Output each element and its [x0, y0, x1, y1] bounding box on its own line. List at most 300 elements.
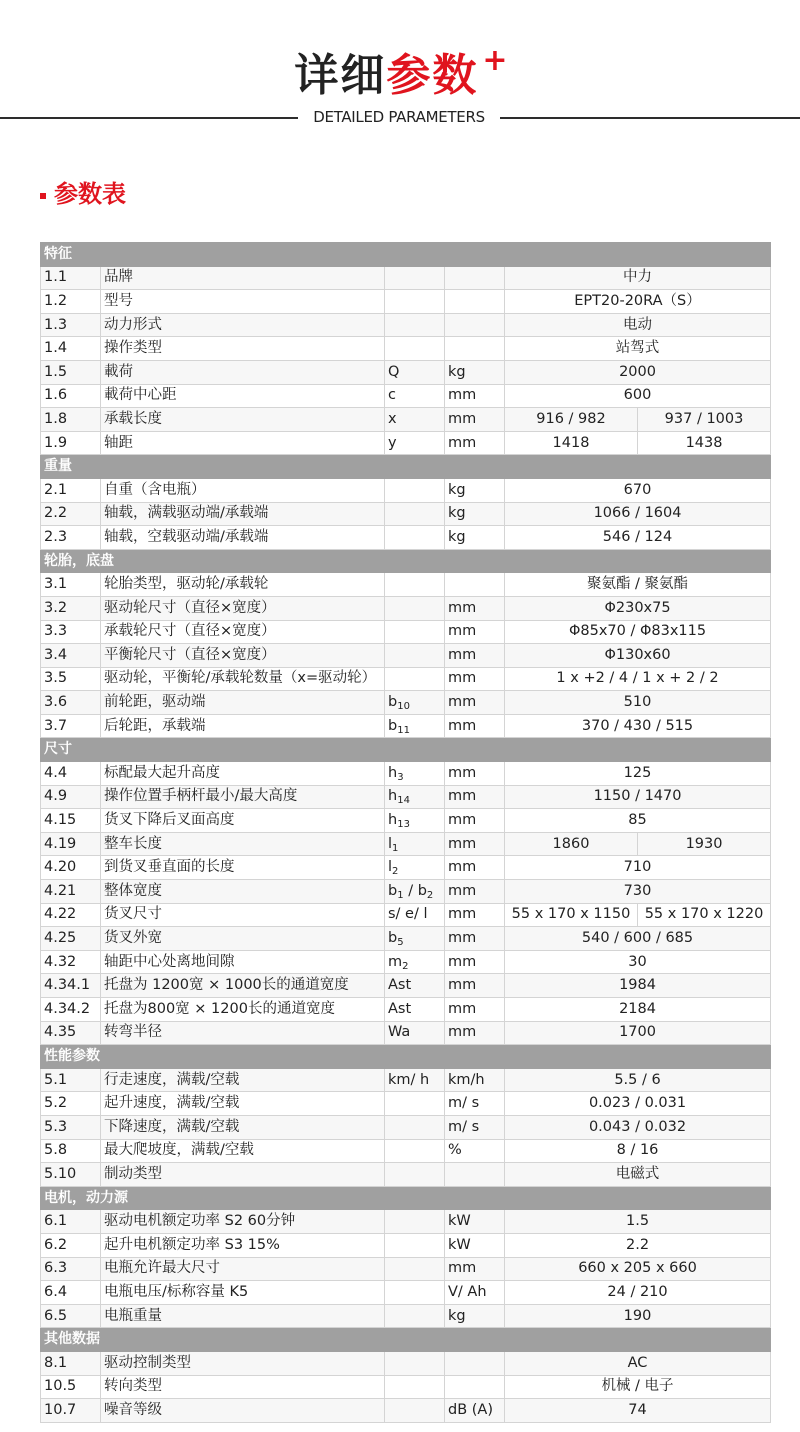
symbol-text: h [388, 788, 398, 805]
symbol-subscript: 2 [402, 960, 409, 972]
row-symbol [385, 1399, 445, 1423]
row-number: 1.9 [41, 431, 101, 455]
row-unit [445, 1163, 505, 1187]
row-number: 1.4 [41, 337, 101, 361]
table-row [41, 1304, 771, 1328]
row-number: 4.21 [41, 880, 101, 904]
row-value: 24 / 210 [505, 1281, 771, 1305]
row-symbol [385, 903, 445, 927]
page-title [0, 43, 800, 109]
row-symbol [385, 1351, 445, 1375]
row-value: 2184 [505, 998, 771, 1022]
row-name: 平衡轮尺寸（直径×宽度） [101, 644, 385, 668]
row-number: 4.25 [41, 927, 101, 951]
table-row [41, 620, 771, 644]
table-row [41, 927, 771, 951]
table-row [41, 785, 771, 809]
row-symbol [385, 785, 445, 809]
row-number: 3.2 [41, 596, 101, 620]
row-unit: mm [445, 644, 505, 668]
row-value: 190 [505, 1304, 771, 1328]
group-label: 轮胎，底盘 [41, 549, 771, 573]
row-unit: mm [445, 408, 505, 432]
table-row [41, 478, 771, 502]
row-number: 5.1 [41, 1068, 101, 1092]
row-unit: mm [445, 950, 505, 974]
table-row [41, 644, 771, 668]
table-row [41, 266, 771, 290]
row-name: 起升电机额定功率 S3 15% [101, 1233, 385, 1257]
row-value: 1.5 [505, 1210, 771, 1234]
row-value: AC [505, 1351, 771, 1375]
row-value: 730 [505, 880, 771, 904]
row-value-2: 937 / 1003 [638, 408, 771, 432]
row-name: 货叉下降后叉面高度 [101, 809, 385, 833]
row-value-1: 55 x 170 x 1150 [505, 903, 638, 927]
group-header-row [41, 1045, 771, 1069]
symbol-subscript: 1 [397, 889, 404, 901]
symbol-text: Q [388, 363, 400, 380]
symbol-text: l [388, 835, 393, 852]
row-symbol [385, 1068, 445, 1092]
row-value: 1 x +2 / 4 / 1 x + 2 / 2 [505, 667, 771, 691]
row-symbol [385, 431, 445, 455]
row-unit: mm [445, 691, 505, 715]
symbol-text: s/ e/ l [388, 906, 428, 923]
row-symbol [385, 1210, 445, 1234]
row-value: 聚氨酯 / 聚氨酯 [505, 573, 771, 597]
row-value: 600 [505, 384, 771, 408]
group-header-row [41, 1328, 771, 1352]
row-name: 承载长度 [101, 408, 385, 432]
row-name: 货叉外宽 [101, 927, 385, 951]
row-name: 整体宽度 [101, 880, 385, 904]
row-unit: kg [445, 526, 505, 550]
table-row [41, 1092, 771, 1116]
row-number: 6.2 [41, 1233, 101, 1257]
table-row [41, 1399, 771, 1423]
row-number: 3.5 [41, 667, 101, 691]
symbol-text: h [388, 812, 398, 829]
row-unit: mm [445, 880, 505, 904]
row-number: 8.1 [41, 1351, 101, 1375]
row-symbol [385, 337, 445, 361]
row-unit: mm [445, 785, 505, 809]
row-value: 电磁式 [505, 1163, 771, 1187]
row-value-2: 55 x 170 x 1220 [638, 903, 771, 927]
group-header-row [41, 455, 771, 479]
row-symbol [385, 313, 445, 337]
row-unit: mm [445, 832, 505, 856]
symbol-text: km/ h [388, 1071, 430, 1088]
row-value-2: 1930 [638, 832, 771, 856]
symbol-text: b [388, 882, 398, 899]
table-row [41, 1021, 771, 1045]
row-value: Φ85x70 / Φ83x115 [505, 620, 771, 644]
table-row [41, 337, 771, 361]
symbol-text: y [388, 434, 397, 451]
symbol-subscript: 11 [397, 724, 410, 736]
row-symbol [385, 880, 445, 904]
group-label: 电机，动力源 [41, 1186, 771, 1210]
row-number: 4.34.1 [41, 974, 101, 998]
row-unit: mm [445, 856, 505, 880]
row-number: 6.1 [41, 1210, 101, 1234]
row-value: 2000 [505, 360, 771, 384]
table-row [41, 573, 771, 597]
row-unit: V/ Ah [445, 1281, 505, 1305]
row-unit: mm [445, 927, 505, 951]
row-name: 最大爬坡度，满载/空载 [101, 1139, 385, 1163]
row-unit: kg [445, 502, 505, 526]
row-number: 5.10 [41, 1163, 101, 1187]
table-row [41, 667, 771, 691]
table-row [41, 360, 771, 384]
table-row [41, 526, 771, 550]
symbol-text: m [388, 953, 403, 970]
row-symbol [385, 620, 445, 644]
divider-left [0, 117, 298, 119]
section-title: 参数表 [54, 180, 126, 208]
table-row [41, 596, 771, 620]
group-header-row [41, 549, 771, 573]
group-label: 性能参数 [41, 1045, 771, 1069]
row-name: 托盘为 1200宽 × 1000长的通道宽度 [101, 974, 385, 998]
row-unit [445, 1351, 505, 1375]
row-symbol [385, 1092, 445, 1116]
row-unit [445, 290, 505, 314]
row-name: 型号 [101, 290, 385, 314]
table-row [41, 1233, 771, 1257]
row-value: 1984 [505, 974, 771, 998]
parameters-table [40, 242, 771, 1423]
row-value: 85 [505, 809, 771, 833]
symbol-subscript: 1 [392, 842, 399, 854]
row-symbol [385, 927, 445, 951]
table-row [41, 1163, 771, 1187]
row-value: 机械 / 电子 [505, 1375, 771, 1399]
group-label: 其他数据 [41, 1328, 771, 1352]
row-symbol [385, 950, 445, 974]
section-heading [40, 176, 126, 212]
symbol-subscript: 3 [397, 771, 404, 783]
row-number: 4.15 [41, 809, 101, 833]
row-symbol [385, 974, 445, 998]
row-value: Φ230x75 [505, 596, 771, 620]
row-symbol [385, 502, 445, 526]
row-number: 6.3 [41, 1257, 101, 1281]
table-row [41, 856, 771, 880]
table-row [41, 691, 771, 715]
row-number: 1.8 [41, 408, 101, 432]
row-number: 1.5 [41, 360, 101, 384]
row-value: Φ130x60 [505, 644, 771, 668]
row-unit [445, 266, 505, 290]
row-value: 8 / 16 [505, 1139, 771, 1163]
symbol-text: Ast [388, 1000, 412, 1017]
row-symbol [385, 1375, 445, 1399]
parameters-table-body [41, 243, 771, 1423]
row-value: EPT20-20RA（S） [505, 290, 771, 314]
row-name: 到货叉垂直面的长度 [101, 856, 385, 880]
row-unit: mm [445, 667, 505, 691]
row-number: 4.20 [41, 856, 101, 880]
title-red-part: 参数 [386, 50, 479, 101]
row-name: 托盘为800宽 × 1200长的通道宽度 [101, 998, 385, 1022]
row-name: 转向类型 [101, 1375, 385, 1399]
row-unit: mm [445, 714, 505, 738]
row-name: 后轮距，承载端 [101, 714, 385, 738]
row-unit: kg [445, 1304, 505, 1328]
table-row [41, 1351, 771, 1375]
row-name: 驱动轮，平衡轮/承载轮数量（x=驱动轮） [101, 667, 385, 691]
row-number: 6.5 [41, 1304, 101, 1328]
group-label: 尺寸 [41, 738, 771, 762]
row-unit: kW [445, 1233, 505, 1257]
row-value-1: 1860 [505, 832, 638, 856]
row-number: 4.35 [41, 1021, 101, 1045]
row-value: 540 / 600 / 685 [505, 927, 771, 951]
row-name: 轴载，满载驱动端/承载端 [101, 502, 385, 526]
row-number: 10.5 [41, 1375, 101, 1399]
row-symbol [385, 290, 445, 314]
row-name: 行走速度，满载/空载 [101, 1068, 385, 1092]
symbol-subscript: 10 [397, 701, 410, 713]
row-number: 1.2 [41, 290, 101, 314]
row-number: 4.9 [41, 785, 101, 809]
row-value: 710 [505, 856, 771, 880]
row-unit: % [445, 1139, 505, 1163]
row-unit: mm [445, 998, 505, 1022]
row-unit [445, 337, 505, 361]
symbol-text-2: / b [403, 882, 427, 899]
symbol-text: c [388, 387, 396, 404]
row-name: 电瓶电压/标称容量 K5 [101, 1281, 385, 1305]
row-symbol [385, 1139, 445, 1163]
symbol-text: b [388, 930, 398, 947]
row-name: 轴载，空载驱动端/承载端 [101, 526, 385, 550]
row-name: 驱动控制类型 [101, 1351, 385, 1375]
table-row [41, 290, 771, 314]
row-unit: mm [445, 1257, 505, 1281]
row-number: 5.3 [41, 1115, 101, 1139]
table-row [41, 384, 771, 408]
row-number: 1.6 [41, 384, 101, 408]
row-number: 3.7 [41, 714, 101, 738]
table-row [41, 974, 771, 998]
row-name: 操作位置手柄杆最小/最大高度 [101, 785, 385, 809]
page-subtitle: DETAILED PARAMETERS [313, 108, 485, 126]
row-symbol [385, 266, 445, 290]
table-row [41, 1375, 771, 1399]
symbol-subscript-2: 2 [426, 889, 434, 901]
row-number: 4.4 [41, 762, 101, 786]
row-value: 125 [505, 762, 771, 786]
square-bullet-icon [40, 193, 46, 199]
row-unit: mm [445, 596, 505, 620]
row-value: 0.023 / 0.031 [505, 1092, 771, 1116]
row-value-1: 1418 [505, 431, 638, 455]
table-row [41, 1281, 771, 1305]
table-row [41, 502, 771, 526]
row-symbol [385, 644, 445, 668]
row-symbol [385, 1257, 445, 1281]
row-unit: dB (A) [445, 1399, 505, 1423]
row-symbol [385, 1233, 445, 1257]
row-symbol [385, 408, 445, 432]
row-symbol [385, 1163, 445, 1187]
row-name: 动力形式 [101, 313, 385, 337]
row-value: 电动 [505, 313, 771, 337]
plus-icon: + [482, 43, 510, 78]
row-symbol [385, 809, 445, 833]
row-unit [445, 1375, 505, 1399]
row-symbol [385, 1281, 445, 1305]
row-number: 6.4 [41, 1281, 101, 1305]
row-name: 轴距中心处离地间隙 [101, 950, 385, 974]
table-row [41, 950, 771, 974]
symbol-text: h [388, 764, 398, 781]
row-number: 1.3 [41, 313, 101, 337]
row-value: 510 [505, 691, 771, 715]
row-symbol [385, 1115, 445, 1139]
symbol-text: b [388, 717, 398, 734]
row-name: 前轮距，驱动端 [101, 691, 385, 715]
row-unit: mm [445, 620, 505, 644]
row-unit: mm [445, 431, 505, 455]
row-unit: m/ s [445, 1092, 505, 1116]
row-unit: kW [445, 1210, 505, 1234]
row-unit: km/h [445, 1068, 505, 1092]
row-value: 1066 / 1604 [505, 502, 771, 526]
symbol-subscript: 14 [397, 795, 410, 807]
symbol-text: Wa [388, 1024, 411, 1041]
table-row [41, 1068, 771, 1092]
row-unit [445, 573, 505, 597]
row-number: 3.6 [41, 691, 101, 715]
row-value: 660 x 205 x 660 [505, 1257, 771, 1281]
row-number: 2.1 [41, 478, 101, 502]
table-row [41, 809, 771, 833]
row-symbol [385, 762, 445, 786]
row-name: 載荷中心距 [101, 384, 385, 408]
symbol-text: Ast [388, 977, 412, 994]
row-number: 3.4 [41, 644, 101, 668]
row-name: 货叉尺寸 [101, 903, 385, 927]
row-value: 0.043 / 0.032 [505, 1115, 771, 1139]
row-number: 1.1 [41, 266, 101, 290]
table-row [41, 903, 771, 927]
row-name: 电瓶重量 [101, 1304, 385, 1328]
row-value: 670 [505, 478, 771, 502]
row-name: 下降速度，满载/空载 [101, 1115, 385, 1139]
row-number: 3.1 [41, 573, 101, 597]
row-number: 5.2 [41, 1092, 101, 1116]
row-value: 1700 [505, 1021, 771, 1045]
table-row [41, 714, 771, 738]
row-symbol [385, 478, 445, 502]
row-value: 5.5 / 6 [505, 1068, 771, 1092]
row-name: 驱动轮尺寸（直径×宽度） [101, 596, 385, 620]
row-symbol [385, 998, 445, 1022]
row-value-1: 916 / 982 [505, 408, 638, 432]
row-name: 标配最大起升高度 [101, 762, 385, 786]
row-unit: mm [445, 974, 505, 998]
row-number: 2.3 [41, 526, 101, 550]
row-number: 5.8 [41, 1139, 101, 1163]
row-value: 站驾式 [505, 337, 771, 361]
row-number: 10.7 [41, 1399, 101, 1423]
row-unit: mm [445, 903, 505, 927]
row-name: 自重（含电瓶） [101, 478, 385, 502]
row-value: 中力 [505, 266, 771, 290]
row-unit: mm [445, 762, 505, 786]
row-name: 轴距 [101, 431, 385, 455]
row-symbol [385, 832, 445, 856]
row-name: 整车长度 [101, 832, 385, 856]
symbol-text: l [388, 859, 393, 876]
row-name: 轮胎类型，驱动轮/承载轮 [101, 573, 385, 597]
page-header [0, 0, 800, 140]
symbol-subscript: 2 [392, 866, 399, 878]
row-name: 电瓶允许最大尺寸 [101, 1257, 385, 1281]
row-symbol [385, 573, 445, 597]
row-unit: mm [445, 384, 505, 408]
row-number: 2.2 [41, 502, 101, 526]
row-name: 驱动电机额定功率 S2 60分钟 [101, 1210, 385, 1234]
row-symbol [385, 1021, 445, 1045]
row-number: 4.19 [41, 832, 101, 856]
row-value: 30 [505, 950, 771, 974]
group-header-row [41, 738, 771, 762]
row-value: 74 [505, 1399, 771, 1423]
row-name: 載荷 [101, 360, 385, 384]
row-unit [445, 313, 505, 337]
row-number: 3.3 [41, 620, 101, 644]
row-value: 2.2 [505, 1233, 771, 1257]
symbol-text: x [388, 410, 397, 427]
title-dark-part: 详细 [294, 50, 387, 101]
divider-right [500, 117, 800, 119]
table-row [41, 762, 771, 786]
table-row [41, 998, 771, 1022]
row-symbol [385, 526, 445, 550]
row-unit: kg [445, 478, 505, 502]
row-unit: m/ s [445, 1115, 505, 1139]
row-value-2: 1438 [638, 431, 771, 455]
symbol-subscript: 13 [397, 819, 410, 831]
row-symbol [385, 384, 445, 408]
row-symbol [385, 360, 445, 384]
row-unit: mm [445, 1021, 505, 1045]
row-number: 4.32 [41, 950, 101, 974]
row-name: 起升速度，满载/空载 [101, 1092, 385, 1116]
row-symbol [385, 856, 445, 880]
table-row [41, 880, 771, 904]
row-symbol [385, 691, 445, 715]
row-name: 承载轮尺寸（直径×宽度） [101, 620, 385, 644]
table-row [41, 832, 771, 856]
row-unit: kg [445, 360, 505, 384]
row-name: 品牌 [101, 266, 385, 290]
row-name: 制动类型 [101, 1163, 385, 1187]
row-unit: mm [445, 809, 505, 833]
subtitle-row [0, 107, 800, 127]
group-header-row [41, 1186, 771, 1210]
group-label: 特征 [41, 243, 771, 267]
table-row [41, 1257, 771, 1281]
group-header-row [41, 243, 771, 267]
